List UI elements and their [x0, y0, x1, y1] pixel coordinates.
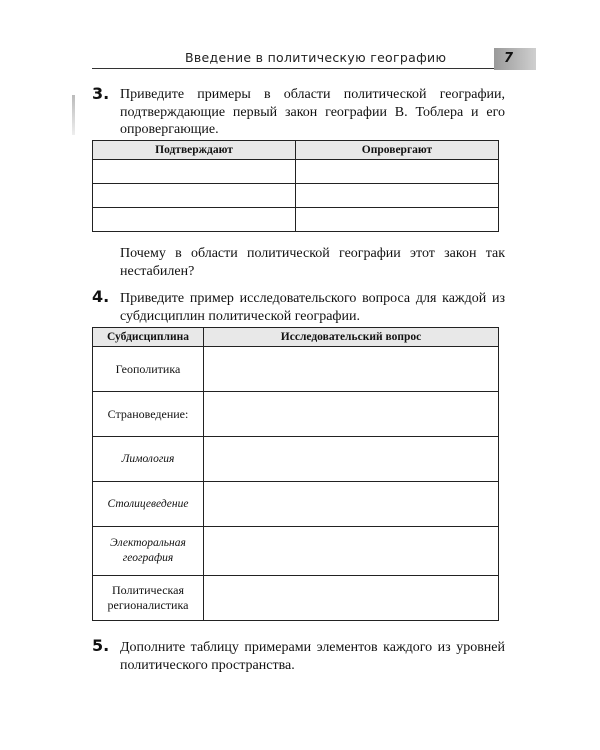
q3-header-refute: Опровергают — [296, 141, 499, 160]
header-rule — [92, 68, 500, 69]
answer-cell[interactable] — [204, 437, 499, 482]
table-row — [93, 392, 499, 437]
table-row — [93, 208, 499, 232]
q5-text: Дополните таблицу примерами элементов каждого из уровней политического пространства. — [120, 640, 505, 673]
q3-number: 3. — [92, 84, 110, 103]
q3-text: Приведите примеры в области политической географии, подтверждающие первый закон географии В. Тоблера и его опровергающие. — [120, 87, 505, 137]
q3-header-confirm: Подтверждают — [93, 141, 296, 160]
q4-header-question: Исследовательский вопрос — [204, 328, 499, 347]
answer-cell[interactable] — [296, 208, 499, 232]
q5-number: 5. — [92, 636, 110, 655]
subdiscipline-cell: Лимология — [93, 437, 204, 482]
subdiscipline-cell: Столицеведение — [93, 482, 204, 527]
answer-cell[interactable] — [204, 392, 499, 437]
table-row — [93, 437, 499, 482]
table-row — [93, 184, 499, 208]
q3-table — [92, 140, 499, 232]
scan-artifact — [72, 95, 75, 135]
answer-cell[interactable] — [204, 347, 499, 392]
table-row — [93, 527, 499, 576]
page-number-badge: 7 — [494, 48, 536, 70]
q4-text: Приведите пример исследовательского вопроса для каждой из субдисциплин политической географии. — [120, 291, 505, 324]
q4-number: 4. — [92, 287, 110, 306]
answer-cell[interactable] — [93, 208, 296, 232]
subdiscipline-cell: Электоральная география — [93, 527, 204, 576]
subdiscipline-cell: Страноведение: — [93, 392, 204, 437]
subdiscipline-cell: Политическая регионалистика — [93, 576, 204, 621]
running-header — [0, 48, 600, 70]
table-row — [93, 576, 499, 621]
answer-cell[interactable] — [204, 527, 499, 576]
table-row — [93, 160, 499, 184]
answer-cell[interactable] — [204, 482, 499, 527]
answer-cell[interactable] — [93, 160, 296, 184]
q4-table — [92, 327, 499, 621]
answer-cell[interactable] — [204, 576, 499, 621]
subdiscipline-cell: Геополитика — [93, 347, 204, 392]
answer-cell[interactable] — [93, 184, 296, 208]
table-row — [93, 482, 499, 527]
table-row — [93, 347, 499, 392]
answer-cell[interactable] — [296, 184, 499, 208]
answer-cell[interactable] — [296, 160, 499, 184]
header-title: Введение в политическую географию — [185, 50, 447, 65]
q3-followup: Почему в области политической географии этот закон так нестабилен? — [120, 246, 505, 279]
q4-header-subdiscipline: Субдисциплина — [93, 328, 204, 347]
